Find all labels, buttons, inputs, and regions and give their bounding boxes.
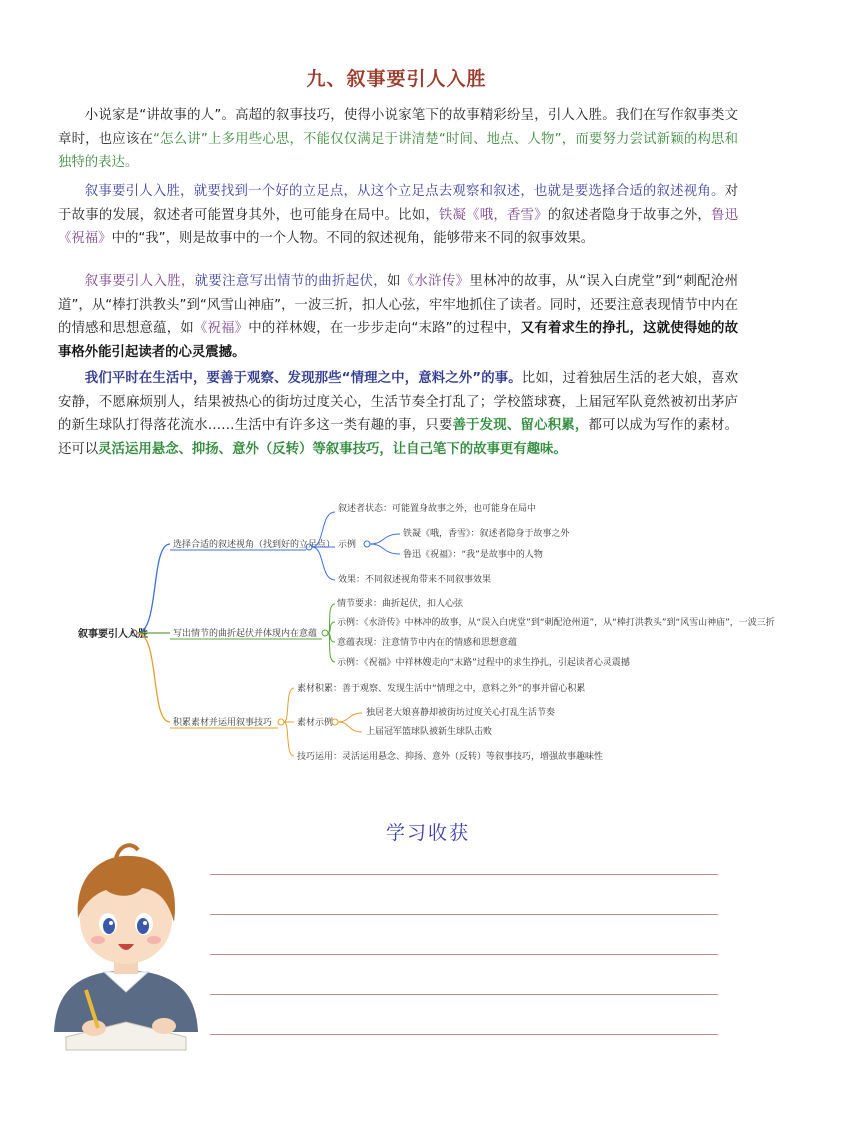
b3-example-a: 独居老大娘喜静却被街坊过度关心打乱生活节奏 (366, 708, 556, 718)
p3-text-b: 就要注意写出情节的曲折起伏， (194, 274, 387, 289)
p3-text-d: 《水浒传》 (400, 274, 470, 289)
paragraph-3 (58, 270, 738, 364)
right-hand (152, 1018, 176, 1034)
p2-text-a: 叙事要引人入胜，就要找到一个好的立足点，从这个立足点去观察和叙述，也就是要选择合适的叙述视角。 (84, 184, 725, 199)
left-eye-glint (109, 921, 113, 925)
mind-map (70, 492, 775, 772)
p3-text-a: 叙事要引人入胜， (84, 274, 195, 289)
left-hand (82, 1020, 106, 1036)
p4-text-c: 善于发现、留心积累， (452, 418, 589, 433)
paragraph-1 (58, 104, 738, 175)
branch-3-node (278, 719, 284, 725)
b1-item-2: 示例 (338, 540, 357, 550)
b3-item-3: 技巧运用：灵活运用悬念、抑扬、意外（反转）等叙事技巧，增强故事趣味性 (297, 752, 604, 762)
edge-b3-2b (338, 722, 362, 732)
edge-b3-3 (284, 722, 294, 756)
edge-root-b1 (137, 544, 170, 633)
b3-example-b: 上届冠军篮球队被新生球队击败 (366, 727, 493, 737)
b3-item-1: 素材积累：善于观察、发现生活中“情理之中，意料之外”的事并留心积累 (297, 684, 586, 694)
edge-b3-2a (338, 713, 362, 722)
page-title: 九、叙事要引人入胜 (306, 68, 487, 90)
b1-example-b: 鲁迅《祝福》：“我”是故事中的人物 (403, 550, 543, 560)
b1-item-3: 效果：不同叙述视角带来不同叙事效果 (338, 575, 492, 585)
paragraph-2 (58, 180, 738, 251)
edge-b2-4 (328, 633, 335, 662)
writing-line-5 (210, 1034, 718, 1035)
b3-item-2: 素材示例 (297, 718, 334, 728)
b2-item-1: 情节要求：曲折起伏，扣人心弦 (337, 599, 464, 609)
left-iris (103, 918, 115, 934)
b1-example-a: 铁凝《哦，香雪》：叙述者隐身于故事之外 (403, 529, 570, 539)
p2-text-f: 中的“我”，则是故事中的一个人物。不同的叙述视角，能够带来不同的叙事效果。 (111, 231, 595, 246)
edge-b1-2a (370, 534, 400, 544)
p2-text-b: 对于故事的发展，叙述者可能置身其外，也可能身在局中。比如， (58, 184, 738, 223)
right-cheek (147, 936, 161, 944)
b1-item-1: 叙述者状态：可能置身故事之外，也可能身在局中 (338, 504, 537, 514)
branch-1-label: 选择合适的叙述视角（找到好的立足点） (173, 540, 336, 550)
b2-item-2: 示例：《水浒传》中林冲的故事，从“误入白虎堂”到“刺配沧州道”，从“棒打洪教头”到“风雪山神庙”，一波三折 (337, 618, 775, 628)
writing-line-1 (210, 874, 718, 875)
left-cheek (91, 936, 105, 944)
b1-example-node (364, 541, 370, 547)
b2-item-3: 意蕴表现：注意情节中内在的情感和思想意蕴 (337, 638, 518, 648)
edge-b2-1 (328, 604, 335, 633)
p4-text-e: 灵活运用悬念、抑扬、意外（反转）等叙事技巧，让自己笔下的故事更有趣味。 (98, 441, 567, 457)
p2-text-c: 铁凝《哦，香雪》 (438, 207, 548, 223)
p2-text-d: 的叙述者隐身于故事之外， (547, 207, 712, 223)
p4-text-d: 都可以成为写作的素材。还可以 (58, 418, 739, 457)
p4-text-b: 比如，过着独居生活的老大娘，喜欢安静，不愿麻烦别人，结果被热心的街坊过度关心，生活节奏全打乱了；学校篮球赛，上届冠军队竟然被初出茅庐的新生球队打得落花流水……生活中有许多这一类有趣的事，只要 (58, 371, 738, 433)
branch-2-label: 写出情节的曲折起伏并体现内在意蕴 (173, 629, 318, 639)
p3-text-h: 又有着求生的挣扎，这就使得她的故事格外能引起读者的心灵震撼。 (58, 321, 739, 360)
p3-text-c: 如 (386, 274, 401, 289)
p3-text-g: 中的祥林嫂，在一步步走向“末路”的过程中， (248, 321, 521, 336)
p3-text-f: 《祝福》 (193, 321, 249, 336)
b2-item-4: 示例：《祝福》中祥林嫂走向“末路”过程中的求生挣扎，引起读者心灵震撼 (337, 658, 630, 668)
writing-line-4 (210, 994, 718, 995)
edge-b1-3 (312, 547, 335, 580)
branch-3-label: 积累素材并运用叙事技巧 (173, 718, 273, 728)
branch-2-node (322, 630, 328, 636)
writing-line-3 (210, 954, 718, 955)
p1-text-a: 小说家是“讲故事的人”。高超的叙事技巧，使得小说家笔下的故事精彩纷呈，引人入胜。我们在写作叙事类文章时，也应该在 (58, 108, 738, 147)
paragraph-4 (58, 367, 738, 461)
writing-line-2 (210, 914, 718, 915)
right-iris (137, 918, 149, 934)
p3-text-e: 里林冲的故事，从“误入白虎堂”到“刺配沧州道”，从“棒打洪教头”到“风雪山神庙”，一波三折，扣人心弦，牢牢地抓住了读者。同时，还要注意表现情节中内在的情感和思想意蕴，如 (58, 274, 739, 336)
student-illustration (46, 832, 206, 1052)
p1-text-b: “怎么讲”上多用些心思，不能仅仅满足于讲清楚“时间、地点、人物”，而要努力尝试新颖的构思和独特的表达。 (58, 131, 739, 170)
edge-b3-1 (284, 688, 294, 722)
edge-root-b3 (137, 633, 170, 722)
right-eye-glint (143, 921, 147, 925)
edge-b1-2b (370, 544, 400, 554)
learning-gains-title: 学习收获 (385, 822, 470, 844)
p4-text-a: 我们平时在生活中，要善于观察、发现那些“情理之中，意料之外”的事。 (84, 371, 522, 386)
p2-text-e: 鲁迅《祝福》 (58, 207, 739, 246)
mindmap-root: 叙事要引人入胜 (78, 629, 148, 640)
